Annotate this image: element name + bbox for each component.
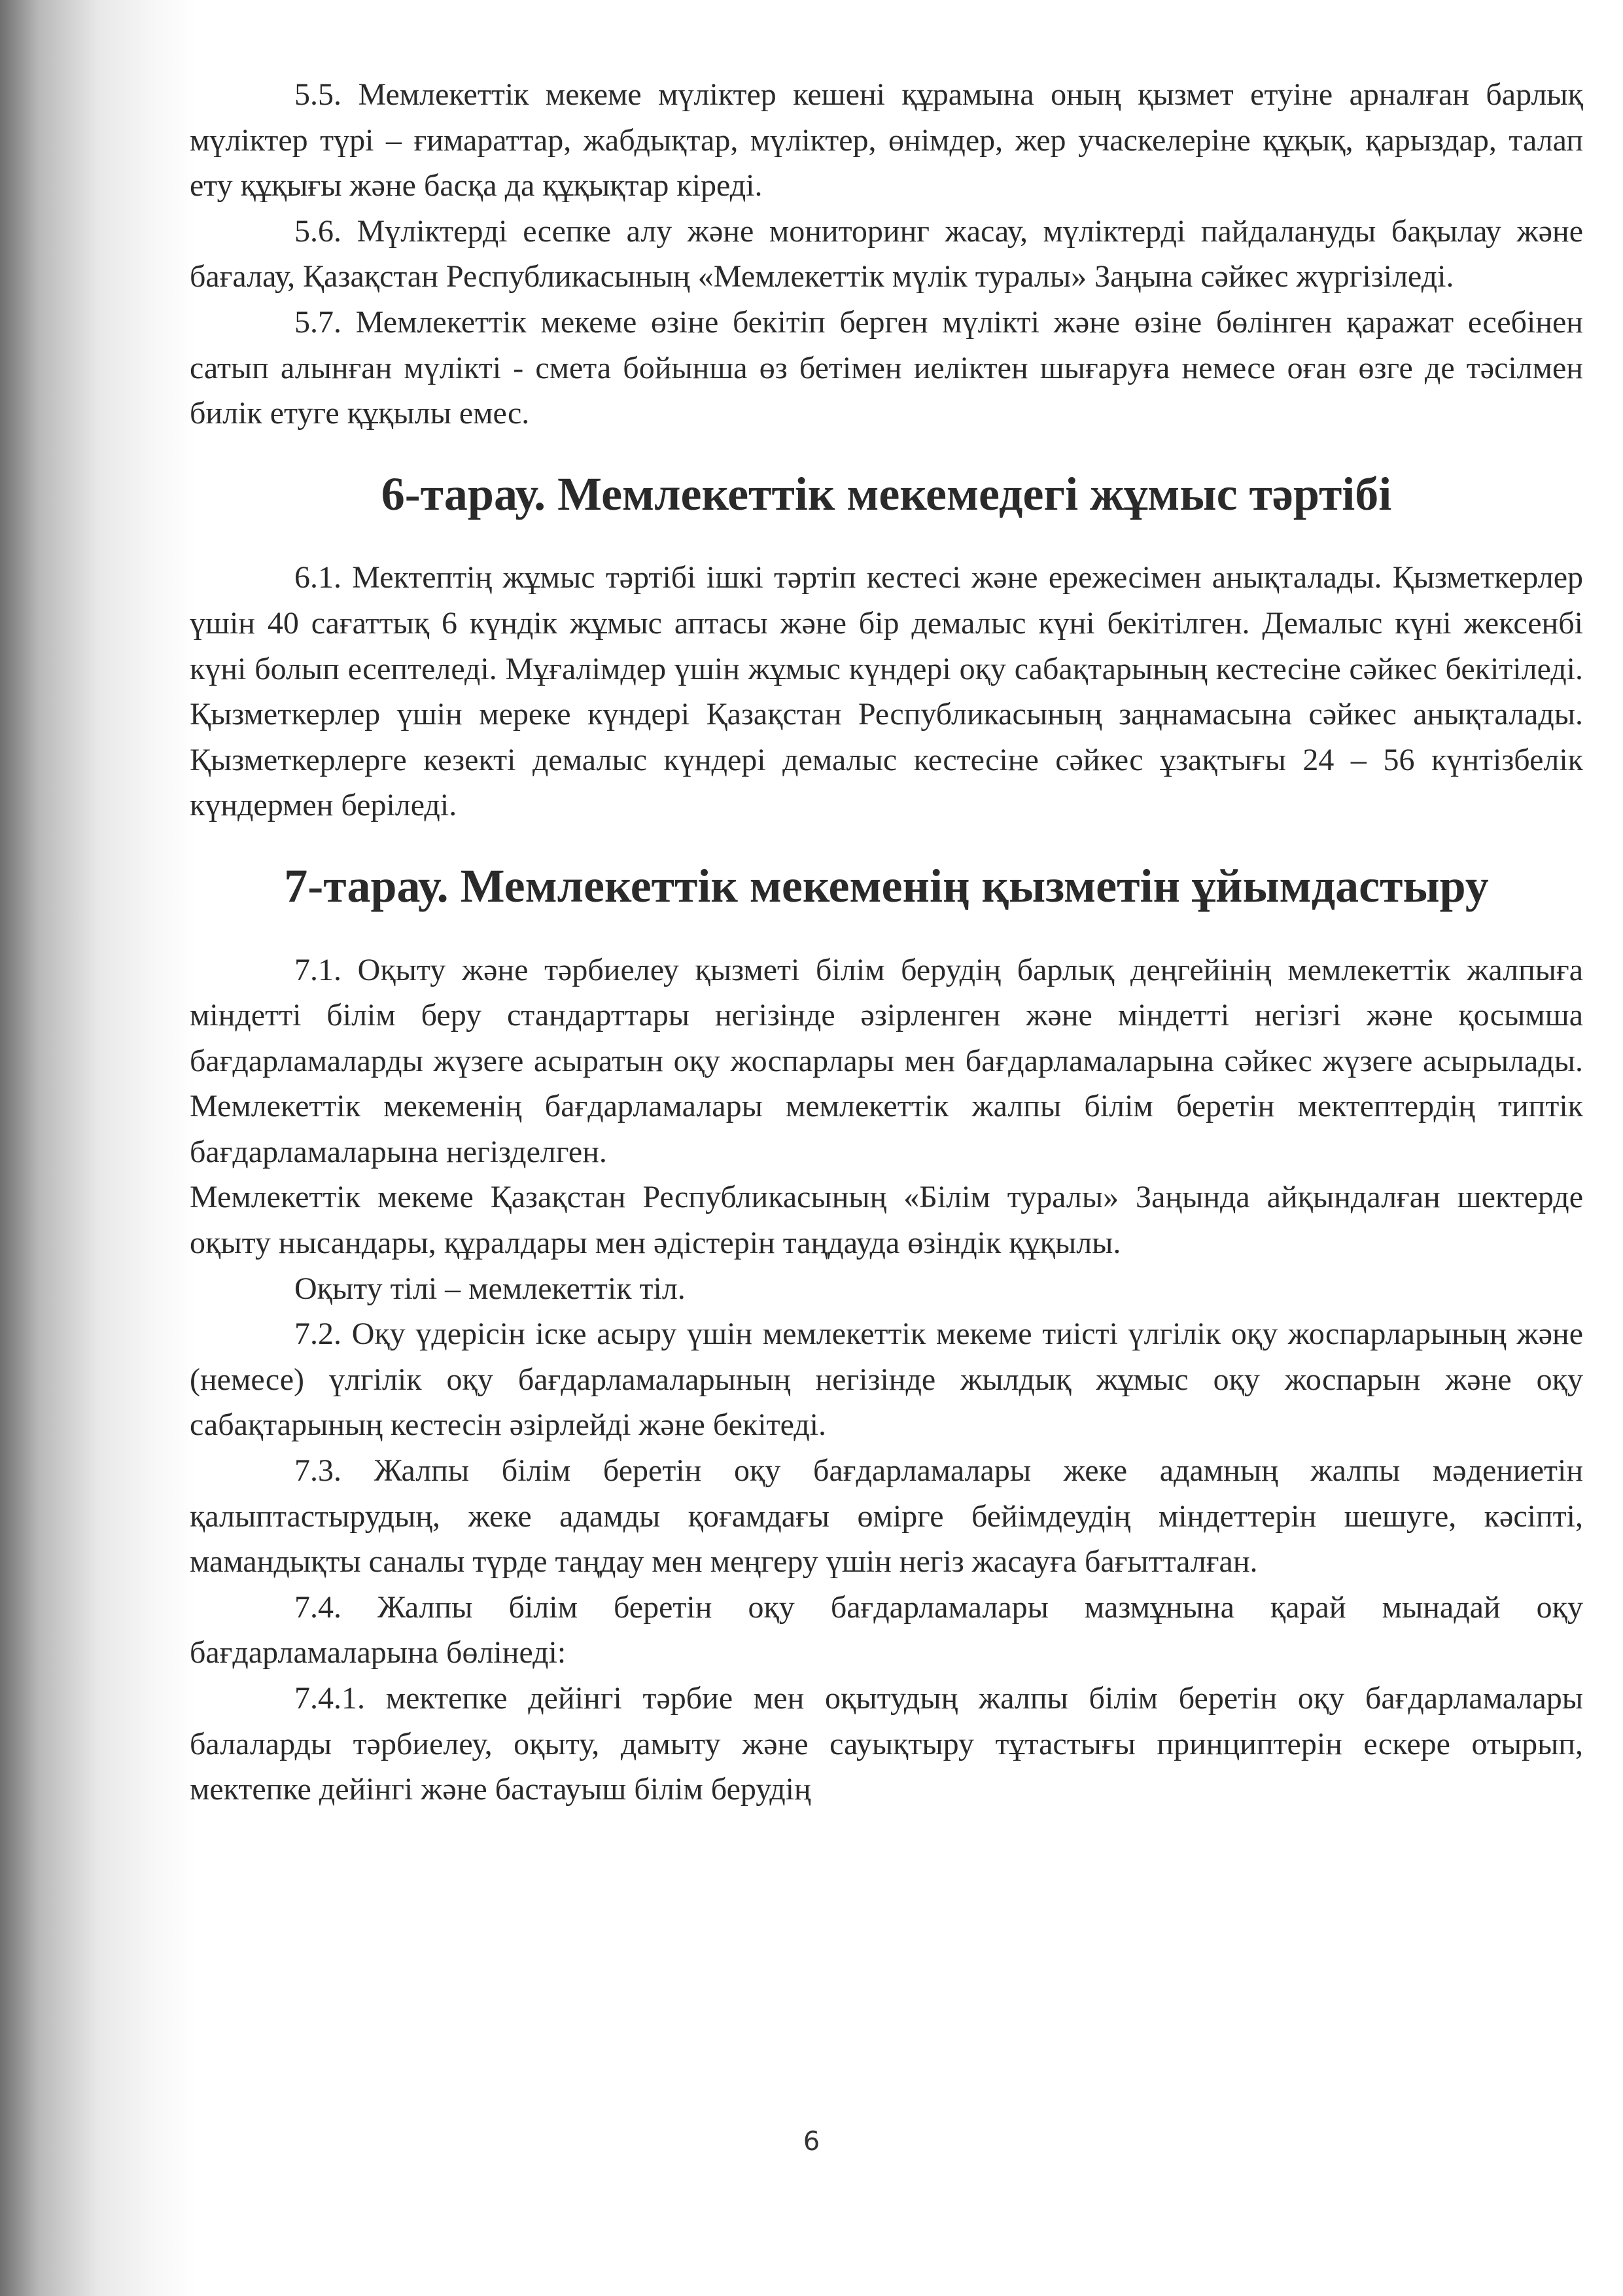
chapter-6-heading: 6-тарау. Мемлекеттік мекемедегі жұмыс тәртібі bbox=[381, 467, 1392, 520]
paragraph-7-1: 7.1. Оқыту және тәрбиелеу қызметі білім берудің барлық деңгейінің мемлекеттік жалпыға міндетті білім беру стандарттары негізінде әзірленген және міндетті негізгі және қосымша бағдарламаларды жүзеге асыратын оқу жоспарлары мен бағдарламаларына сәйкес жүзеге асырылады. Мемлекеттік мекеменің бағдарламалары мемлекеттік жалпы білім беретін мектептердің типтік бағдарламаларына негізделген. bbox=[190, 952, 1583, 1169]
chapter-7-heading: 7-тарау. Мемлекеттік мекеменің қызметін ұйымдастыру bbox=[284, 859, 1489, 912]
paragraph-7-4-1: 7.4.1. мектепке дейінгі тәрбие мен оқытудың жалпы білім беретін оқу бағдарламалары балаларды тәрбиелеу, оқыту, дамыту және сауықтыру тұтастығы принциптерін ескере отырып, мектепке дейінгі және бастауыш білім берудің bbox=[190, 1681, 1583, 1807]
paragraph-7-2: 7.2. Оқу үдерісін іске асыру үшін мемлекеттік мекеме тиісті үлгілік оқу жоспарларының және (немесе) үлгілік оқу бағдарламаларының негізінде жылдық жұмыс оқу жоспарын және оқу сабақтарының кестесін әзірлейді және бекітеді. bbox=[190, 1316, 1583, 1443]
paragraph-5-6: 5.6. Мүліктерді есепке алу және мониторинг жасау, мүліктерді пайдалануды бақылау және бағалау, Қазақстан Республикасының «Мемлекеттік мүлік туралы» Заңына сәйкес жүргізіледі. bbox=[190, 213, 1583, 294]
document-page bbox=[190, 72, 1583, 1812]
paragraph-7-4: 7.4. Жалпы білім беретін оқу бағдарламалары мазмұнына қарай мынадай оқу бағдарламаларына бөлінеді: bbox=[190, 1589, 1583, 1670]
page-number: 6 bbox=[803, 2127, 820, 2157]
paragraph-6-1: 6.1. Мектептің жұмыс тәртібі ішкі тәртіп кестесі және ережесімен анықталады. Қызметкерлер үшін 40 сағаттық 6 күндік жұмыс аптасы және бір демалыс күні бекітілген. Демалыс күні жексенбі күні болып есептеледі. Мұғалімдер үшін жұмыс күндері оқу сабақтарының кестесіне сәйкес бекітіледі. Қызметкерлер үшін мереке күндері Қазақстан Республикасының заңнамасына сәйкес анықталады. Қызметкерлерге кезекті демалыс күндері демалыс кестесіне сәйкес ұзақтығы 24 – 56 күнтізбелік күндермен беріледі. bbox=[190, 560, 1583, 823]
scan-edge-shadow bbox=[0, 0, 196, 2296]
paragraph-5-5: 5.5. Мемлекеттік мекеме мүліктер кешені құрамына оның қызмет етуіне арналған барлық мүліктер түрі – ғимараттар, жабдықтар, мүліктер, өнімдер, жер учаскелеріне құқық, қарыздар, талап ету құқығы және басқа да құқықтар кіреді. bbox=[190, 77, 1583, 203]
paragraph-7-3: 7.3. Жалпы білім беретін оқу бағдарламалары жеке адамның жалпы мәдениетін қалыптастырудың, жеке адамды қоғамдағы өмірге бейімдеудің міндеттерін шешуге, кәсіпті, мамандықты саналы түрде таңдау мен меңгеру үшін негіз жасауға бағытталған. bbox=[190, 1453, 1583, 1580]
paragraph-5-7: 5.7. Мемлекеттік мекеме өзіне бекітіп берген мүлікті және өзіне бөлінген қаражат есебінен сатып алынған мүлікті - смета бойынша өз бетімен иеліктен шығаруға немесе оған өзге де тәсілмен билік етуге құқылы емес. bbox=[190, 304, 1583, 431]
paragraph-7-1-language: Оқыту тілі – мемлекеттік тіл. bbox=[294, 1271, 686, 1306]
paragraph-7-1-rights: Мемлекеттік мекеме Қазақстан Республикасының «Білім туралы» Заңында айқындалған шектерде оқыту нысандары, құралдары мен әдістерін таңдауда өзіндік құқылы. bbox=[190, 1180, 1583, 1261]
